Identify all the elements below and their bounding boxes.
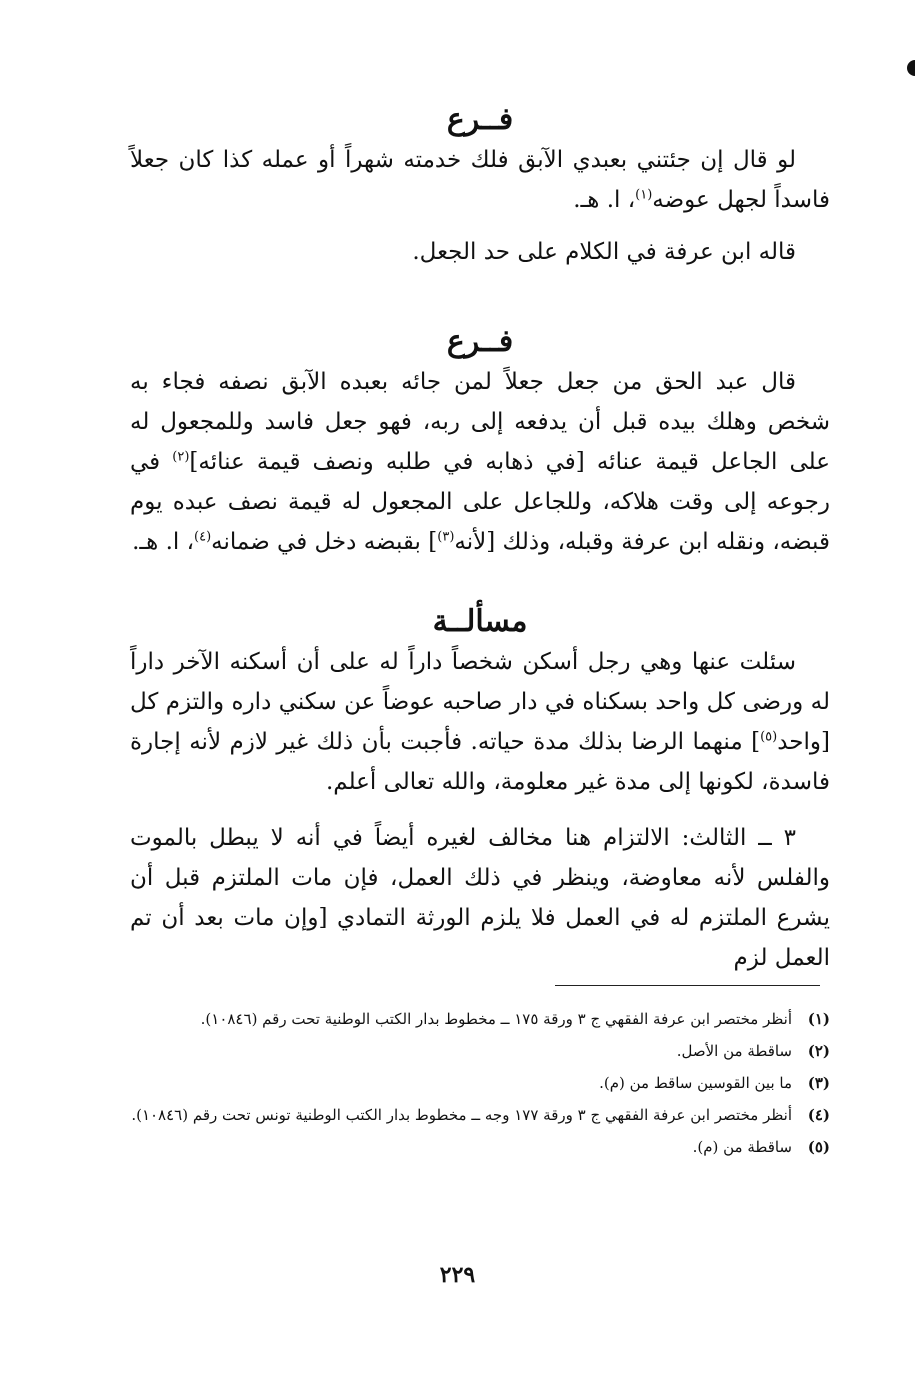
footnote-number: (١)	[807, 1010, 830, 1028]
section-third	[130, 818, 830, 978]
footnote-item	[130, 1003, 830, 1035]
footnote-ref: (٢)	[172, 449, 190, 465]
footnote-item	[130, 1035, 830, 1067]
footnote-number: (٤)	[807, 1106, 830, 1124]
paragraph-text: ، ا. هـ.	[132, 529, 195, 555]
section-heading: فــرع	[446, 102, 514, 137]
paragraph-text: ] بقبضه دخل في ضمانه	[211, 529, 438, 555]
footnote-text: أنظر مختصر ابن عرفة الفقهي ج ٣ ورقة ١٧٥ ــ مخطوط بدار الكتب الوطنية تحت رقم (١٠٨٤٦).	[200, 1010, 792, 1028]
footnote-number: (٢)	[807, 1042, 830, 1060]
paragraph	[130, 140, 830, 220]
footnote-text: ساقطة من الأصل.	[676, 1042, 792, 1060]
footnote-item	[130, 1131, 830, 1163]
paragraph-text: ] منهما الرضا بذلك مدة حياته. فأجبت بأن ذلك غير لازم لأنه إجارة فاسدة، لكونها إلى مدة غير معلومة، والله تعالى أعلم.	[130, 729, 830, 795]
section-branch-1	[130, 100, 830, 272]
paragraph-text: قال عبد الحق من جعل جعلاً لمن جائه بعبده الآبق نصفه فجاء به شخص وهلك بيده قبل أن يدفعه إلى ربه، فهو جعل فاسد وللمجعول له على الجاعل قيمة عنائه [في ذهابه في طلبه ونصف قيمة عنائه]	[130, 369, 830, 475]
footnote-text: ساقطة من (م).	[692, 1138, 792, 1156]
paragraph-text: لو قال إن جئتني بعبدي الآبق فلك خدمته شهراً أو عمله كذا كان جعلاً فاسداً لجهل عوضه	[130, 147, 830, 213]
paragraph-text: سئلت عنها وهي رجل أسكن شخصاً داراً له على أن أسكنه الآخر داراً له ورضى كل واحد بسكناه في دار صاحبه عوضاً عن سكني داره والتزم كل [واحد	[130, 649, 830, 755]
paragraph-text: ، ا. هـ.	[573, 187, 636, 213]
footnote-divider	[555, 985, 820, 986]
section-heading: مسألــة	[432, 604, 528, 639]
footnote-number: (٥)	[807, 1138, 830, 1156]
paragraph	[130, 362, 830, 562]
footnote-ref: (١)	[635, 187, 653, 203]
scan-edge-mark	[907, 60, 915, 76]
attribution-line: قاله ابن عرفة في الكلام على حد الجعل.	[412, 239, 796, 265]
section-heading: فــرع	[446, 324, 514, 359]
paragraph	[130, 642, 830, 802]
footnote-ref: (٤)	[194, 529, 212, 545]
paragraph: ٣ ــ الثالث: الالتزام هنا مخالف لغيره أيضاً في أنه لا يبطل بالموت والفلس لأنه معاوضة، وينظر في ذلك العمل، فإن مات الملتزم قبل أن يشرع الملتزم له في العمل فلا يلزم الورثة التمادي [وإن مات بعد أن تم العمل لزم	[130, 825, 830, 971]
footnote-text: ما بين القوسين ساقط من (م).	[599, 1074, 792, 1092]
footnote-ref: (٣)	[437, 529, 455, 545]
section-branch-2	[130, 322, 830, 562]
footnote-item	[130, 1099, 830, 1131]
page-number: ٢٢٩	[439, 1262, 476, 1288]
footnote-number: (٣)	[807, 1074, 830, 1092]
footnote-ref: (٥)	[760, 729, 778, 745]
footnote-text: أنظر مختصر ابن عرفة الفقهي ج ٣ ورقة ١٧٧ وجه ــ مخطوط بدار الكتب الوطنية تونس تحت رقم (١٠٨٤٦).	[131, 1106, 792, 1124]
footnote-item	[130, 1067, 830, 1099]
footnotes	[130, 1003, 830, 1163]
paragraph-text: في رجوعه إلى وقت هلاكه، وللجاعل على المجعول له قيمة نصف عبده يوم قبضه، ونقله ابن عرفة وقبله، وذلك [لأنه	[130, 449, 830, 555]
section-question	[130, 602, 830, 802]
